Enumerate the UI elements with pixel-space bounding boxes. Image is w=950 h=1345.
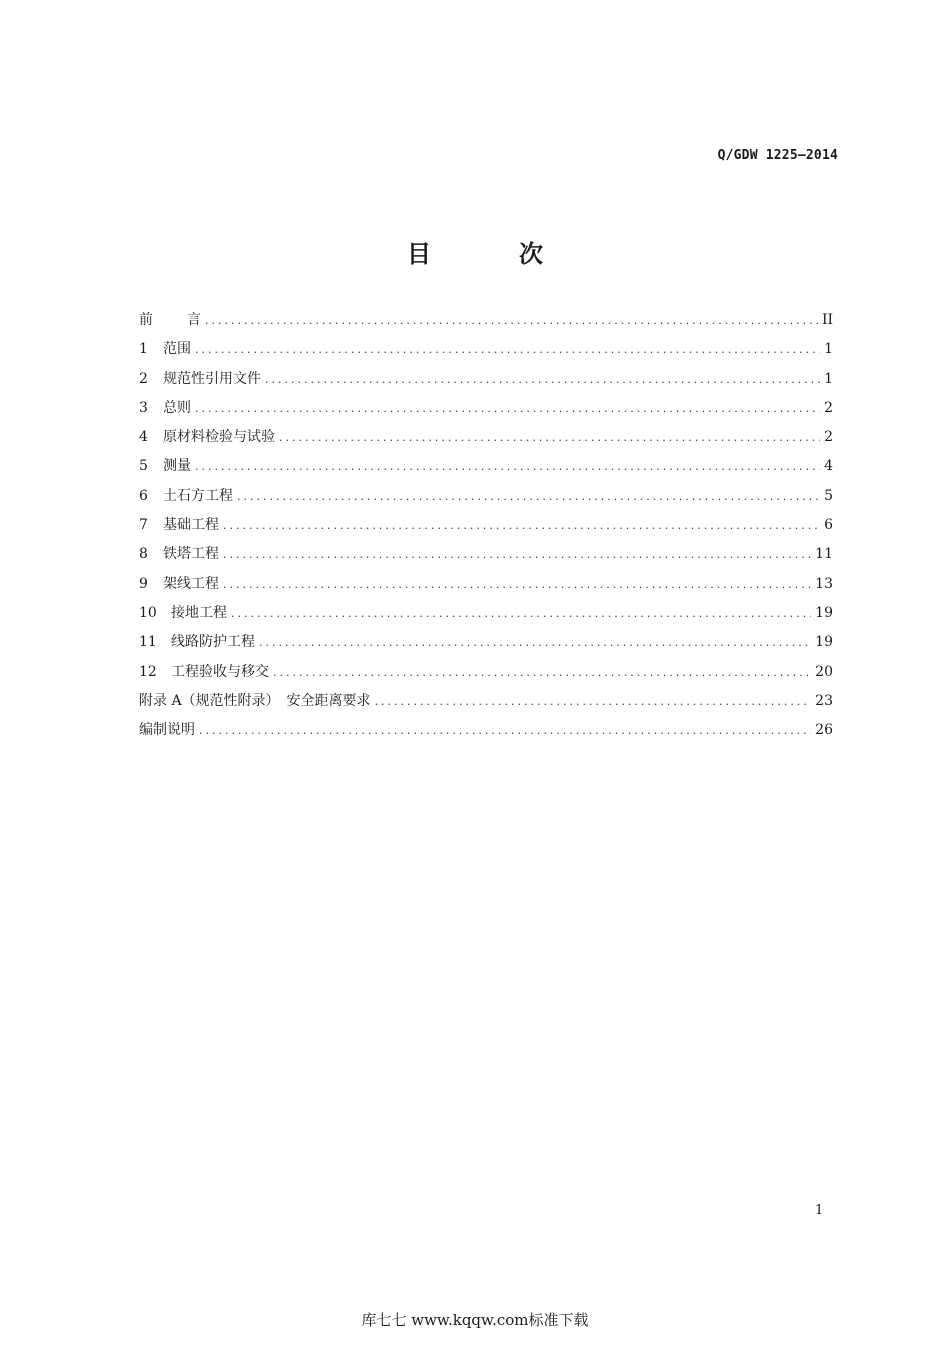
toc-entry-page: 1 (824, 370, 833, 387)
toc-entry-page: II (821, 312, 833, 328)
toc-leader (223, 519, 820, 532)
toc-entry-label: 工程验收与移交 (171, 663, 269, 680)
toc-entry-label: 接地工程 (171, 604, 227, 621)
toc-entry-12[interactable] (139, 661, 833, 690)
toc-leader (375, 695, 812, 708)
toc-entry-number: 5 (139, 458, 148, 475)
toc-title-part2: 次 (519, 240, 543, 268)
toc-entry-number: 10 (139, 604, 157, 621)
toc-entry-label: 编制说明 (139, 722, 195, 739)
toc-entry-preface[interactable] (139, 309, 833, 338)
toc-entry-number: 2 (139, 370, 148, 387)
toc-leader (223, 548, 811, 561)
toc-entry-page: 4 (824, 458, 833, 475)
toc-entry-page: 6 (824, 517, 833, 534)
toc-entry-page: 23 (815, 692, 833, 709)
toc-entry-6[interactable] (139, 485, 833, 514)
toc-entry-number: 8 (139, 546, 148, 563)
toc-entry-label: 测量 (163, 458, 191, 475)
toc-entry-page: 11 (815, 546, 833, 563)
toc-entry-number: 3 (139, 399, 148, 416)
toc-entry-page: 5 (824, 487, 833, 504)
toc-leader (205, 314, 818, 327)
toc-entry-page: 1 (824, 341, 833, 358)
toc-entry-compilation-notes[interactable] (139, 719, 833, 748)
toc-entry-number: 9 (139, 575, 148, 592)
toc-entry-label: 范围 (163, 341, 191, 358)
toc-leader (259, 636, 811, 649)
toc-entry-7[interactable] (139, 514, 833, 543)
toc-entry-number: 4 (139, 429, 148, 446)
toc-entry-3[interactable] (139, 397, 833, 426)
toc-leader (265, 373, 820, 386)
toc-entry-label: 土石方工程 (163, 487, 233, 504)
toc-entry-4[interactable] (139, 426, 833, 455)
toc-leader (195, 343, 820, 356)
toc-entry-label: 规范性引用文件 (163, 370, 261, 387)
toc-entry-number: 6 (139, 487, 148, 504)
toc-entry-5[interactable] (139, 455, 833, 484)
toc-entry-page: 26 (815, 722, 833, 739)
toc-entry-label: 基础工程 (163, 517, 219, 534)
footer-watermark: 库七七 www.kqqw.com标准下载 (361, 1311, 589, 1329)
toc-entry-9[interactable] (139, 573, 833, 602)
toc-entry-appendix-a[interactable] (139, 690, 833, 719)
toc-leader (199, 724, 811, 737)
table-of-contents (139, 309, 833, 748)
toc-leader (279, 431, 820, 444)
toc-entry-1[interactable] (139, 338, 833, 367)
toc-entry-label: 架线工程 (163, 575, 219, 592)
toc-leader (237, 490, 820, 503)
toc-entry-label: 原材料检验与试验 (163, 429, 275, 446)
toc-entry-page: 2 (824, 429, 833, 446)
toc-entry-number: 11 (139, 634, 157, 651)
toc-entry-label: 线路防护工程 (171, 634, 255, 651)
toc-entry-number: 7 (139, 517, 148, 534)
toc-entry-label: 附录 A（规范性附录） 安全距离要求 (139, 692, 371, 709)
toc-title (0, 234, 950, 269)
toc-leader (195, 460, 820, 473)
toc-entry-10[interactable] (139, 602, 833, 631)
toc-leader (273, 666, 811, 679)
toc-entry-page: 2 (824, 399, 833, 416)
toc-entry-page: 20 (815, 663, 833, 680)
toc-entry-page: 19 (815, 604, 833, 621)
toc-entry-label: 总则 (163, 399, 191, 416)
toc-entry-8[interactable] (139, 543, 833, 572)
toc-leader (223, 578, 811, 591)
toc-entry-2[interactable] (139, 368, 833, 397)
toc-entry-number: 1 (139, 341, 148, 358)
toc-entry-label: 铁塔工程 (163, 546, 219, 563)
doc-code: Q/GDW 1225—2014 (717, 148, 838, 163)
toc-entry-label: 前言 (139, 312, 235, 328)
toc-entry-page: 19 (815, 634, 833, 651)
toc-entry-page: 13 (815, 575, 833, 592)
toc-leader (195, 402, 820, 415)
toc-title-part1: 目 (407, 240, 431, 268)
toc-entry-11[interactable] (139, 631, 833, 660)
toc-entry-number: 12 (139, 663, 157, 680)
page-number: 1 (815, 1203, 824, 1218)
toc-leader (231, 607, 811, 620)
